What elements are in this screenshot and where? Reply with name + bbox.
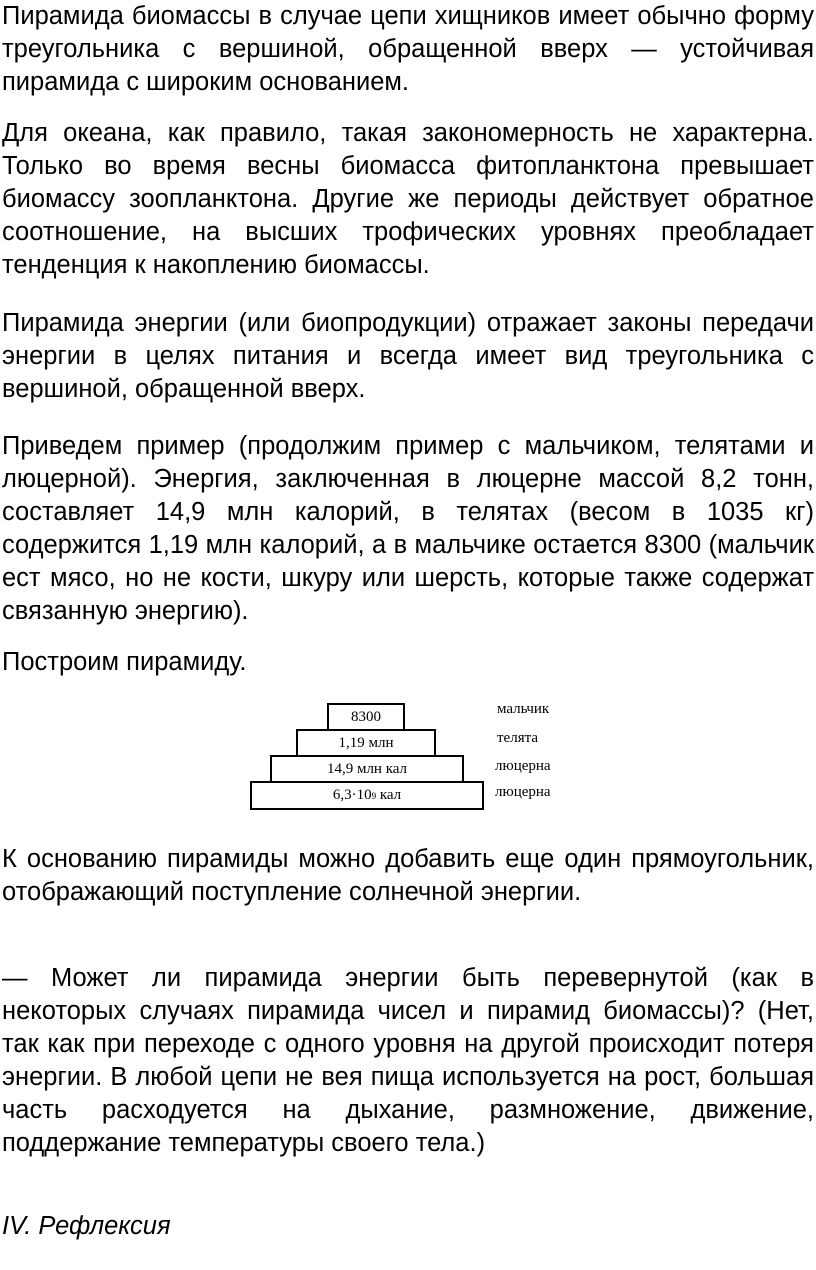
paragraph-energy-pyramid: Пирамида энергии (или биопродукции) отражает законы передачи энергии в целях питания и всегда имеет вид треугольника с вершиной, обращенной вверх. <box>2 309 814 403</box>
base-value-dot: · <box>351 787 357 803</box>
paragraph-build-pyramid: Построим пирамиду. <box>2 648 247 676</box>
paragraph-solar-energy: К основанию пирамиды можно добавить еще один прямоугольник, отображающий поступление солнечной энергии. <box>2 845 814 906</box>
pyramid-label-alfalfa: люцерна <box>495 758 551 774</box>
paragraph-question: — Может ли пирамида энергии быть перевернутой (как в некоторых случаях пирамида чисел и пирамид биомассы)? (Нет, так как при переходе с одного уровня на другой происходит потеря энергии. В любой цепи не вея пища используется на рост, большая часть расходуется на дыхание, размножение, движение, поддержание температуры своего тела.) <box>2 964 814 1157</box>
pyramid-level-base <box>250 781 484 810</box>
pyramid-level-boy: 8300 <box>327 703 405 732</box>
pyramid-level-alfalfa: 14,9 млн кал <box>270 755 464 784</box>
pyramid-label-base: люцерна <box>495 784 551 800</box>
pyramid-level-calves: 1,19 млн <box>296 729 436 758</box>
base-value-mantissa: 10 <box>356 787 372 803</box>
section-heading-reflection: IV. Рефлексия <box>2 1212 171 1240</box>
base-value-exponent: 9 <box>371 790 377 801</box>
paragraph-ocean: Для океана, как правило, такая закономерность не характерна. Только во время весны биомасса фитопланктона превышает биомассу зоопланктона. Другие же периоды действует обратное соотношение, на высших трофических уровнях преобладает тенденция к накоплению биомассы. <box>2 119 814 279</box>
base-value-number: 6,3 <box>332 787 352 803</box>
paragraph-biomass-pyramid: Пирамида биомассы в случае цепи хищников имеет обычно форму треугольника с вершиной, обращенной вверх — устойчивая пирамида с широким основанием. <box>2 2 814 96</box>
base-value-unit: кал <box>376 787 402 803</box>
pyramid-label-boy: мальчик <box>497 701 550 717</box>
paragraph-example: Приведем пример (продолжим пример с мальчиком, телятами и люцерной). Энергия, заключенная в люцерне массой 8,2 тонн, составляет 14,9 млн калорий, в телятах (весом в 1035 кг) содержится 1,19 млн калорий, а в мальчике остается 8300 (мальчик ест мясо, но не кости, шкуру или шерсть, которые также содержат связанную энергию). <box>2 432 814 625</box>
pyramid-label-calves: телята <box>497 730 538 746</box>
